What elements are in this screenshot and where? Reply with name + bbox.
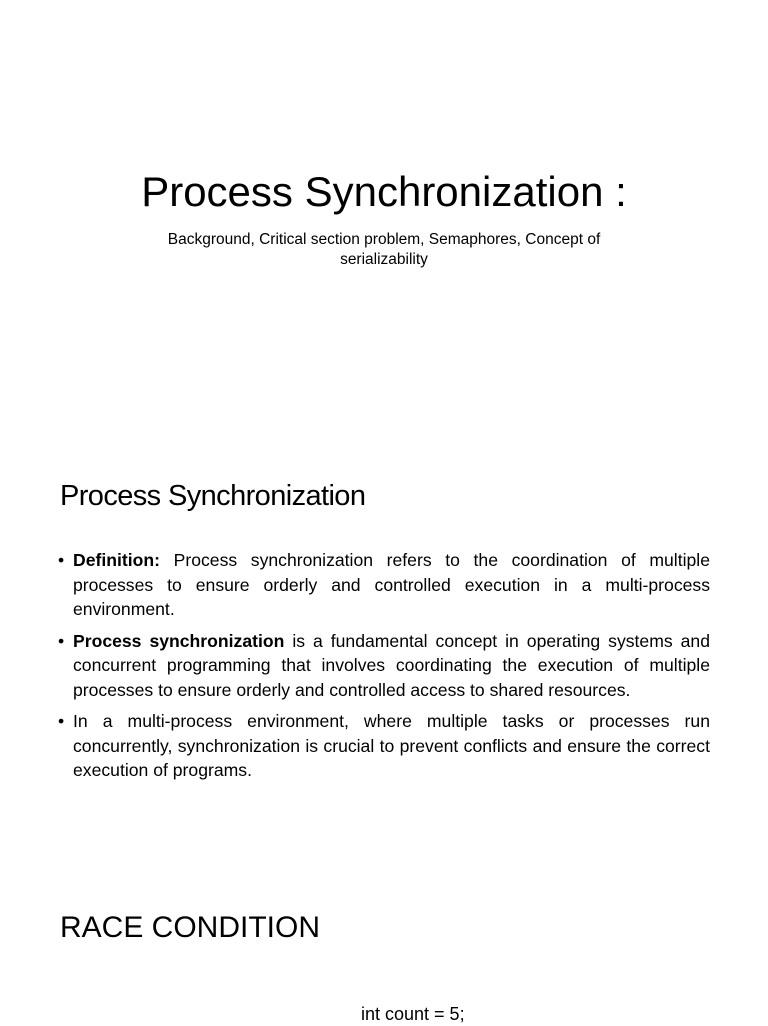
bullet-item-environment xyxy=(58,709,710,783)
bullet-bold-label: Process synchronization xyxy=(73,630,285,651)
bullet-icon: • xyxy=(58,630,65,651)
code-snippet: int count = 5; xyxy=(361,1004,465,1024)
bullet-icon: • xyxy=(58,550,65,570)
slide-heading: Process Synchronization xyxy=(60,480,366,512)
race-condition-slide xyxy=(0,864,768,1024)
slide-title: Process Synchronization : xyxy=(141,168,627,215)
bullet-item-definition xyxy=(58,548,710,622)
definition-slide xyxy=(0,432,768,864)
slide-subtitle: Background, Critical section problem, Semaphores, Concept of serializability xyxy=(167,231,601,268)
bullet-bold-label: Definition: xyxy=(73,550,160,570)
bullet-icon: • xyxy=(58,711,65,731)
bullet-list xyxy=(58,548,710,790)
title-slide xyxy=(0,0,768,432)
bullet-text: Process synchronization refers to the coordination of multiple processes to ensure orderly and controlled execution in a multi-process environment. xyxy=(73,550,710,619)
slide-heading: RACE CONDITION xyxy=(60,911,321,944)
bullet-text: In a multi-process environment, where multiple tasks or processes run concurrently, synchronization is crucial to prevent conflicts and ensure the correct execution of programs. xyxy=(73,711,710,780)
bullet-item-concept xyxy=(58,629,710,703)
bullet-text: is a fundamental concept in operating systems and concurrent programming that involves coordinating the execution of multiple processes to ensure orderly and controlled access to shared resources. xyxy=(73,630,710,700)
